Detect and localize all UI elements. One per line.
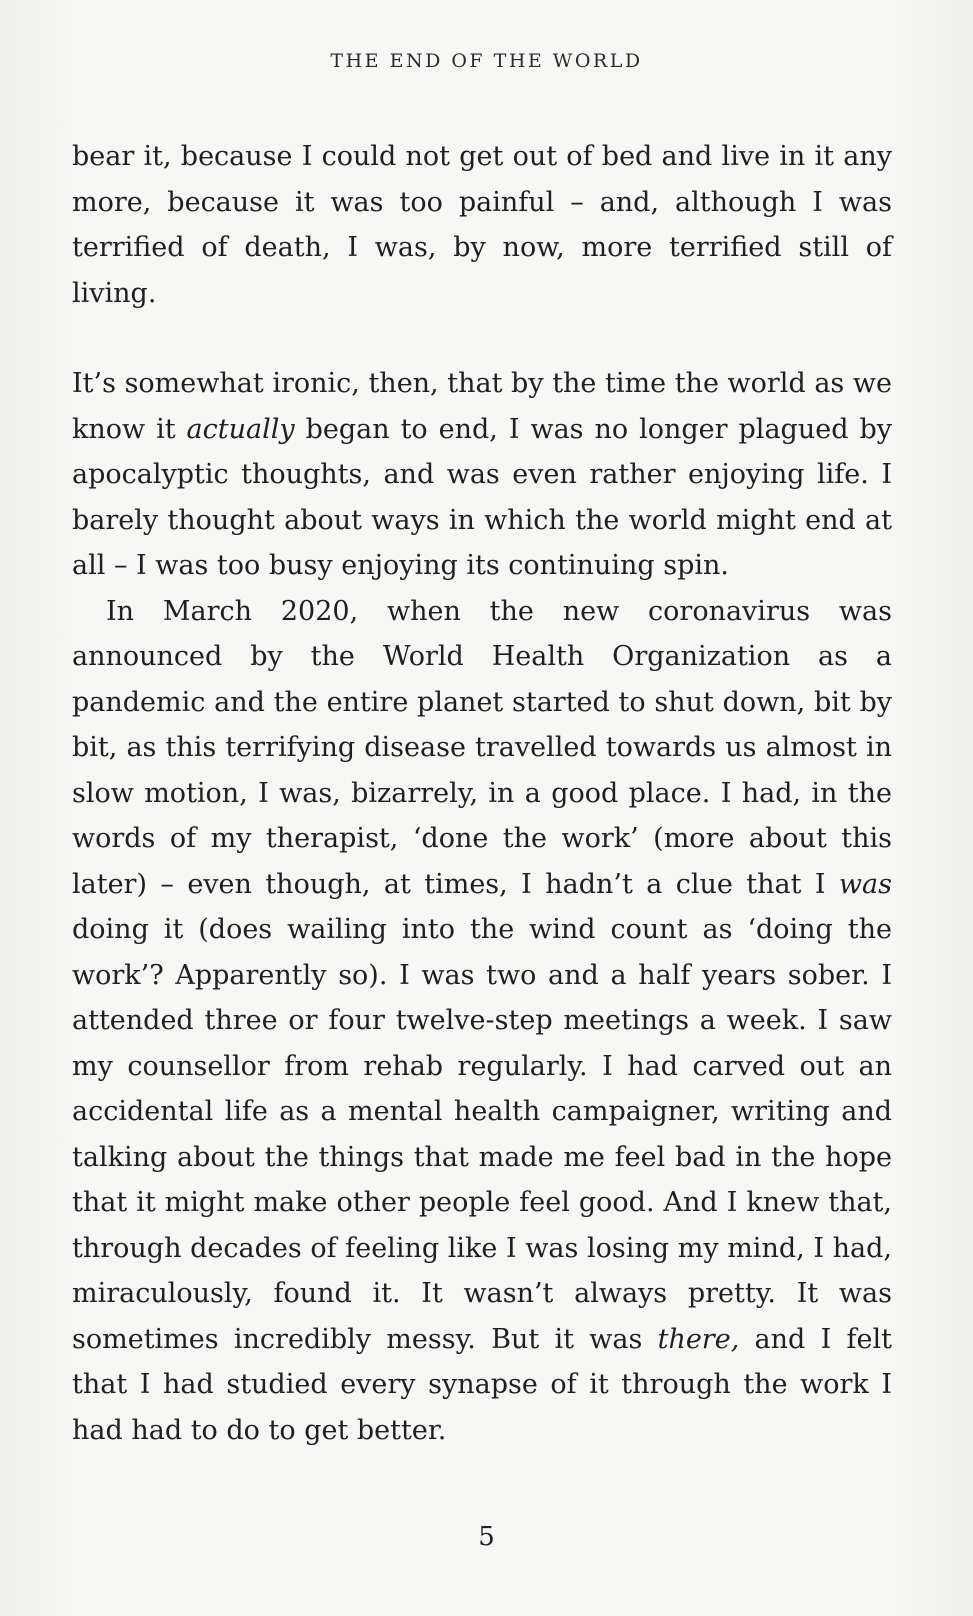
page-number: 5 xyxy=(478,1522,495,1552)
emphasis-text: was xyxy=(838,868,892,900)
running-head: THE END OF THE WORLD xyxy=(330,50,643,72)
emphasis-text: actually xyxy=(186,413,295,445)
text-segment: and I felt that I had studied every synapse of it through the work I had had to do to get better. xyxy=(72,1323,893,1446)
text-segment: It’s somewhat ironic, then, that by the time the world as we know it xyxy=(72,368,892,445)
paragraph xyxy=(72,589,892,1454)
emphasis-text: there, xyxy=(657,1323,740,1355)
body-text xyxy=(72,134,892,1453)
text-segment: doing it (does wailing into the wind count as ‘doing the work’? Apparently so). I was two and a half years sober. I attended three or four twelve-step meetings a week. I saw my counsellor from rehab regularly. I had carved out an accidental life as a mental health campaigner, writing and talking about the things that made me feel bad in the hope that it might make other people feel good. And I knew that, through decades of feeling like I was losing my mind, I had, miraculously, found it. It wasn’t always pretty. It was sometimes incredibly messy. But it was xyxy=(72,914,892,1355)
section-break xyxy=(72,316,892,361)
text-segment: began to end, I was no longer plagued by apocalyptic thoughts, and was even rather enjoying life. I barely thought about ways in which the world might end at all – I was too busy enjoying its continuing spin. xyxy=(72,413,892,581)
paragraph xyxy=(72,134,892,316)
paragraph xyxy=(72,361,892,589)
text-segment: bear it, because I could not get out of bed and live in it any more, because it was too painful – and, although I was terrified of death, I was, by now, more terrified still of living. xyxy=(72,141,892,309)
text-segment: In March 2020, when the new coronavirus was announced by the World Health Organization as a pandemic and the entire planet started to shut down, bit by bit, as this terrifying disease travelled towards us almost in slow motion, I was, bizarrely, in a good place. I had, in the words of my therapist, ‘done the work’ (more about this later) – even though, at times, I hadn’t a clue that I xyxy=(72,595,892,900)
